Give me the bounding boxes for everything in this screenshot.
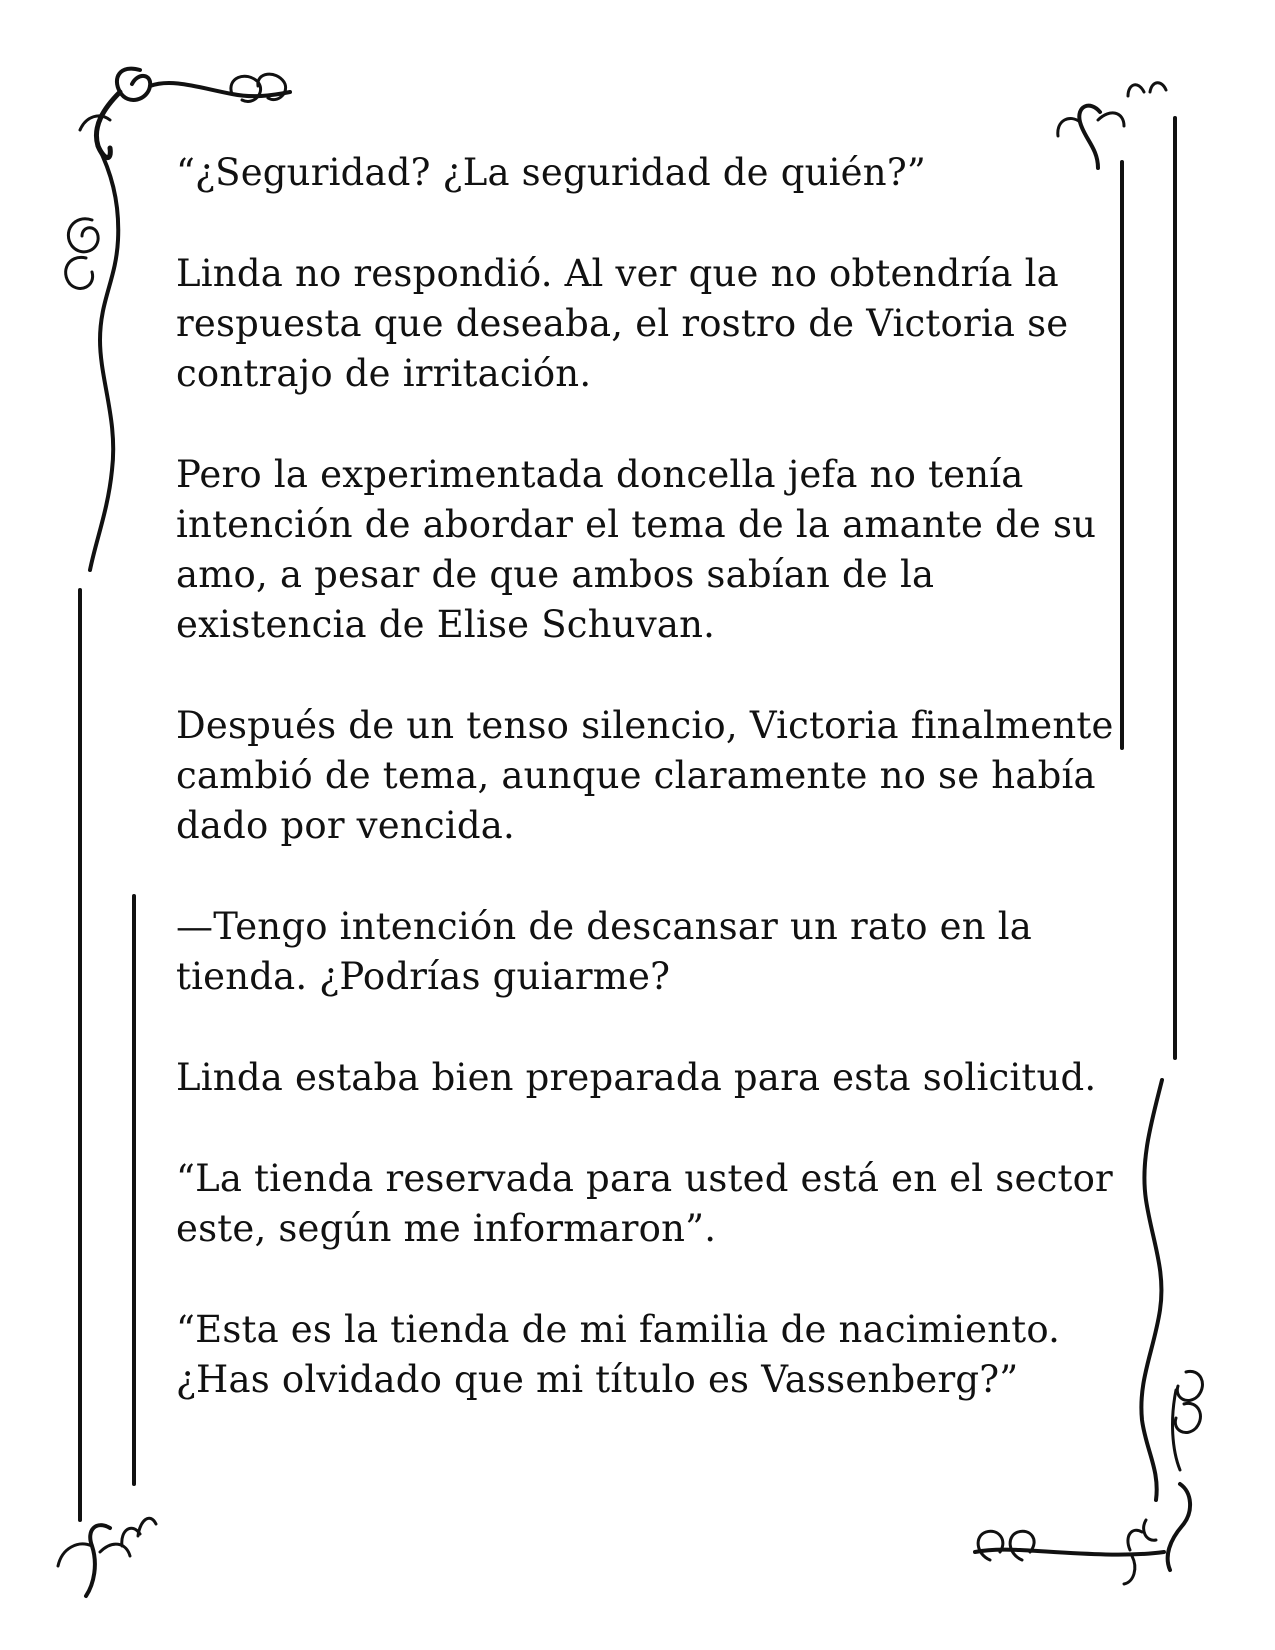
bottom-left-flourish-icon [58, 1518, 156, 1596]
paragraph: Después de un tenso silencio, Victoria finalmente cambió de tema, aunque claramente no se había dado por vencida. [176, 704, 1114, 847]
paragraph: “¿Seguridad? ¿La seguridad de quién?” [176, 151, 926, 194]
paragraph: “Esta es la tienda de mi familia de nacimiento. ¿Has olvidado que mi título es Vassenberg?” [176, 1308, 1061, 1401]
paragraph: —Tengo intención de descansar un rato en la tienda. ¿Podrías guiarme? [176, 905, 1033, 998]
story-text [176, 148, 1116, 1405]
paragraph: Pero la experimentada doncella jefa no tenía intención de abordar el tema de la amante de su amo, a pesar de que ambos sabían de la existencia de Elise Schuvan. [176, 453, 1097, 646]
paragraph: Linda estaba bien preparada para esta solicitud. [176, 1056, 1097, 1099]
paragraph: “La tienda reservada para usted está en el sector este, según me informaron”. [176, 1157, 1113, 1250]
paragraph: Linda no respondió. Al ver que no obtendría la respuesta que deseaba, el rostro de Victoria se contrajo de irritación. [176, 252, 1069, 395]
